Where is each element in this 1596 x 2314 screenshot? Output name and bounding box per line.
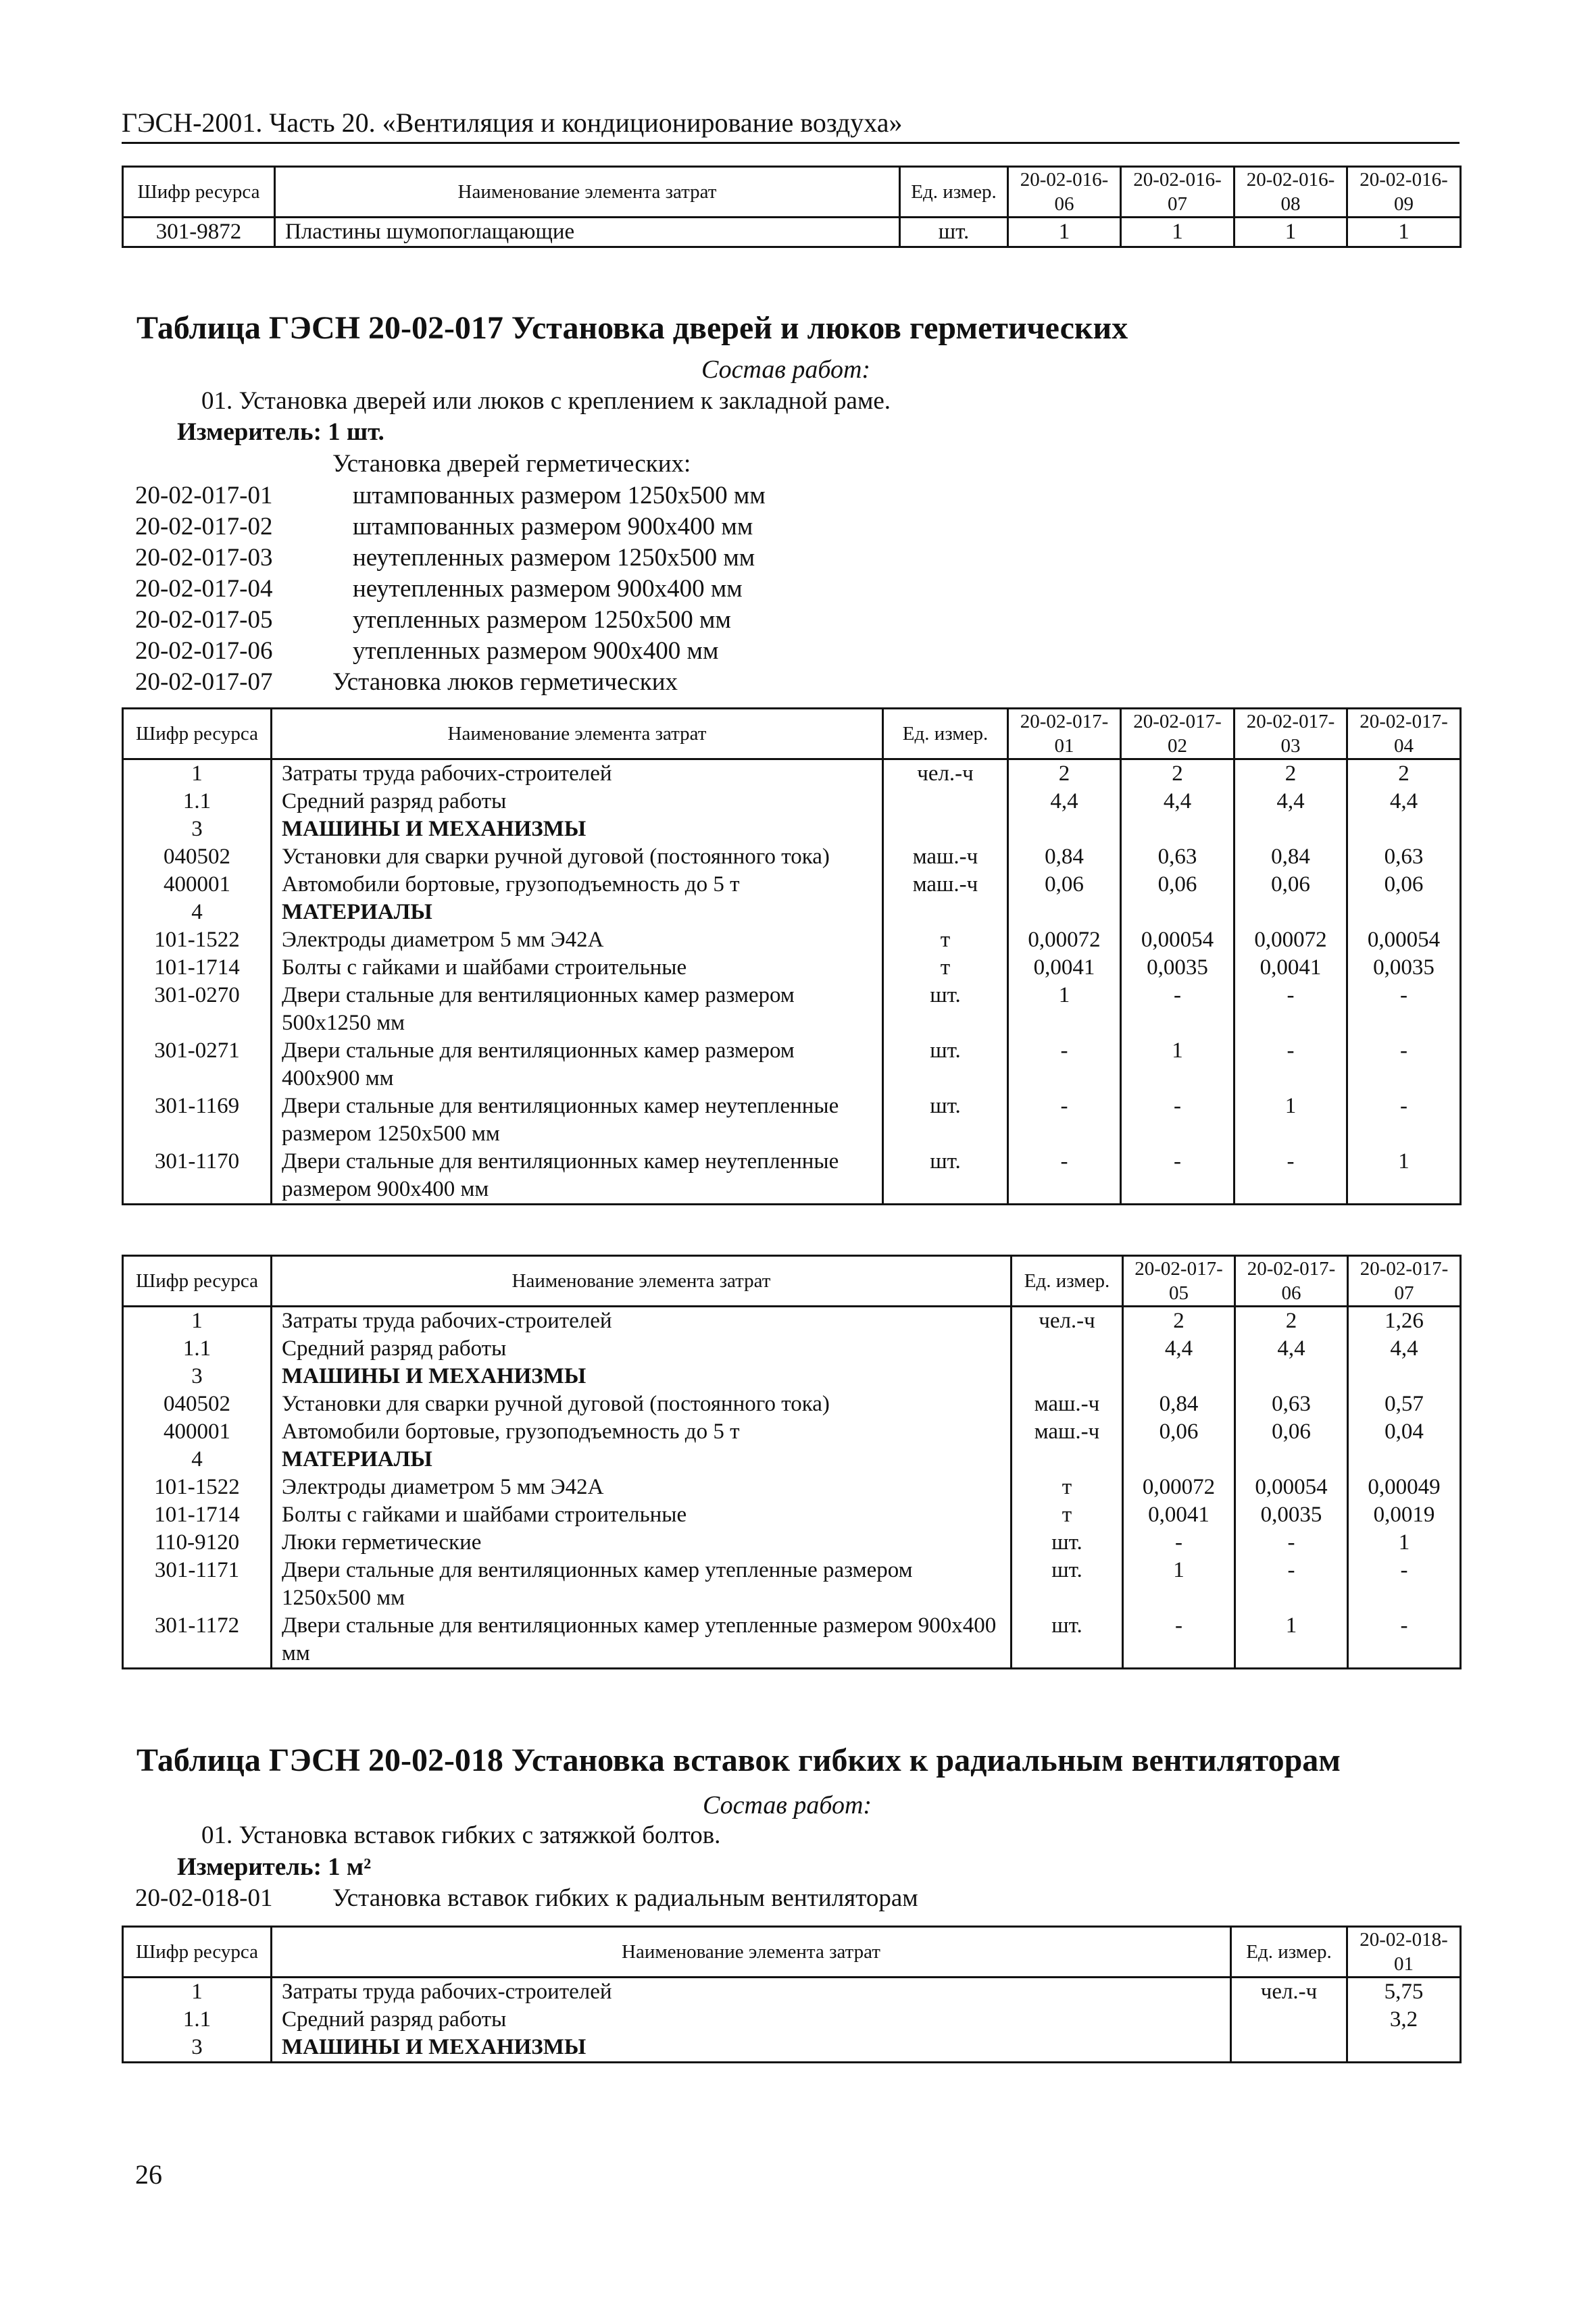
row-name: МАТЕРИАЛЫ xyxy=(272,1446,1012,1474)
table-row xyxy=(123,1148,1461,1205)
col-header-code: Шифр ресурса xyxy=(123,167,275,218)
row-value xyxy=(1348,1446,1461,1474)
row-name: Двери стальные для вентиляционных камер неутепленные размером 1250х500 мм xyxy=(272,1092,883,1148)
row-code: 101-1714 xyxy=(123,1501,272,1529)
item-text: штампованных размером 1250х500 мм xyxy=(353,482,766,509)
row-value: 0,84 xyxy=(1008,843,1121,871)
row-value: - xyxy=(1123,1612,1235,1669)
row-value: - xyxy=(1121,982,1235,1037)
row-value: 0,0019 xyxy=(1348,1501,1461,1529)
row-value: 3,2 xyxy=(1347,2006,1461,2034)
col-header-norm: 20-02-017-04 xyxy=(1347,709,1461,759)
row-unit xyxy=(1231,2006,1347,2034)
row-unit xyxy=(883,815,1008,843)
row-unit: т xyxy=(1012,1501,1123,1529)
row-value: 0,06 xyxy=(1235,1418,1348,1446)
item-code: 20-02-018-01 xyxy=(135,1884,273,1912)
item-code: 20-02-017-06 xyxy=(135,637,273,665)
row-name: Электроды диаметром 5 мм Э42А xyxy=(272,1474,1012,1501)
table-row xyxy=(123,759,1461,788)
row-value: 1 xyxy=(1008,982,1121,1037)
row-value: - xyxy=(1121,1148,1235,1205)
row-value: - xyxy=(1235,1529,1348,1557)
row-value xyxy=(1348,1363,1461,1390)
row-value: 0,0041 xyxy=(1008,954,1121,982)
row-value: 0,0035 xyxy=(1121,954,1235,982)
table-row xyxy=(123,1390,1461,1418)
row-name: Пластины шумопоглащающие xyxy=(275,218,900,247)
item-text: неутепленных размером 900х400 мм xyxy=(353,575,743,603)
row-code: 101-1714 xyxy=(123,954,272,982)
row-value: - xyxy=(1123,1529,1235,1557)
row-unit: т xyxy=(883,954,1008,982)
table-row xyxy=(123,982,1461,1037)
row-value: 1 xyxy=(1347,1148,1461,1205)
row-code: 3 xyxy=(123,815,272,843)
page-number: 26 xyxy=(135,2159,162,2190)
row-value xyxy=(1121,815,1235,843)
col-header-norm: 20-02-017-06 xyxy=(1235,1256,1348,1307)
row-value: 4,4 xyxy=(1235,788,1347,815)
row-name: МАШИНЫ И МЕХАНИЗМЫ xyxy=(272,2034,1231,2063)
item-code: 20-02-017-04 xyxy=(135,575,273,603)
col-header-norm: 20-02-018-01 xyxy=(1347,1927,1461,1978)
row-unit: шт. xyxy=(883,1148,1008,1205)
row-value: - xyxy=(1235,1037,1347,1092)
col-header-norm: 20-02-017-07 xyxy=(1348,1256,1461,1307)
row-value: 5,75 xyxy=(1347,1978,1461,2007)
section-018-meter: Измеритель: 1 м² xyxy=(177,1853,372,1881)
row-value xyxy=(1123,1446,1235,1474)
row-value: - xyxy=(1235,1557,1348,1612)
row-value: - xyxy=(1121,1092,1235,1148)
row-value: 1 xyxy=(1123,1557,1235,1612)
row-unit xyxy=(883,788,1008,815)
row-unit xyxy=(1231,2034,1347,2063)
row-name: Затраты труда рабочих-строителей xyxy=(272,1978,1231,2007)
row-name: МАШИНЫ И МЕХАНИЗМЫ xyxy=(272,1363,1012,1390)
row-name: Двери стальные для вентиляционных камер размером 500х1250 мм xyxy=(272,982,883,1037)
col-header-code: Шифр ресурса xyxy=(123,1256,272,1307)
table-row xyxy=(123,1557,1461,1612)
row-value: 0,63 xyxy=(1121,843,1235,871)
row-code: 101-1522 xyxy=(123,1474,272,1501)
table-row xyxy=(123,954,1461,982)
table-row xyxy=(123,843,1461,871)
item-code: 20-02-017-01 xyxy=(135,482,273,509)
row-code: 040502 xyxy=(123,843,272,871)
section-018-work: 01. Установка вставок гибких с затяжкой болтов. xyxy=(201,1821,721,1849)
row-unit: шт. xyxy=(883,1092,1008,1148)
item-code: 20-02-017-02 xyxy=(135,513,273,540)
table-row xyxy=(123,926,1461,954)
col-header-unit: Ед. измер. xyxy=(1231,1927,1347,1978)
row-name: Средний разряд работы xyxy=(272,2006,1231,2034)
row-value: 1 xyxy=(1235,218,1347,247)
row-value: 4,4 xyxy=(1235,1335,1348,1363)
col-header-unit: Ед. измер. xyxy=(883,709,1008,759)
row-value: 0,06 xyxy=(1123,1418,1235,1446)
row-unit xyxy=(1012,1335,1123,1363)
row-name: Электроды диаметром 5 мм Э42А xyxy=(272,926,883,954)
row-code: 1.1 xyxy=(123,1335,272,1363)
row-value: 1 xyxy=(1008,218,1121,247)
row-value xyxy=(1008,899,1121,926)
table-row xyxy=(123,1529,1461,1557)
section-017-composition-label: Состав работ: xyxy=(701,355,871,384)
row-name: Двери стальные для вентиляционных камер утепленные размером 900х400 мм xyxy=(272,1612,1012,1669)
col-header-norm: 20-02-016-07 xyxy=(1121,167,1235,218)
table-017-a xyxy=(122,707,1462,1205)
header-rule xyxy=(122,142,1460,144)
table-row xyxy=(123,871,1461,899)
col-header-unit: Ед. измер. xyxy=(1012,1256,1123,1307)
row-value: - xyxy=(1348,1612,1461,1669)
row-code: 101-1522 xyxy=(123,926,272,954)
row-name: Болты с гайками и шайбами строительные xyxy=(272,1501,1012,1529)
row-name: Автомобили бортовые, грузоподъемность до 5 т xyxy=(272,871,883,899)
row-unit: чел.-ч xyxy=(883,759,1008,788)
item-text: утепленных размером 1250х500 мм xyxy=(353,606,731,634)
col-header-norm: 20-02-017-03 xyxy=(1235,709,1347,759)
item-text: утепленных размером 900х400 мм xyxy=(353,637,719,665)
row-name: Средний разряд работы xyxy=(272,1335,1012,1363)
row-code: 301-1172 xyxy=(123,1612,272,1669)
row-name: МАШИНЫ И МЕХАНИЗМЫ xyxy=(272,815,883,843)
row-code: 3 xyxy=(123,1363,272,1390)
col-header-unit: Ед. измер. xyxy=(900,167,1008,218)
row-value: 0,06 xyxy=(1008,871,1121,899)
row-unit: маш.-ч xyxy=(1012,1390,1123,1418)
table-018 xyxy=(122,1926,1462,2063)
row-code: 301-9872 xyxy=(123,218,275,247)
row-value: 1 xyxy=(1121,1037,1235,1092)
row-value: 0,00054 xyxy=(1235,1474,1348,1501)
row-value: - xyxy=(1235,982,1347,1037)
row-code: 4 xyxy=(123,1446,272,1474)
row-code: 301-0270 xyxy=(123,982,272,1037)
col-header-name: Наименование элемента затрат xyxy=(272,1927,1231,1978)
table-row xyxy=(123,1612,1461,1669)
row-unit: маш.-ч xyxy=(883,871,1008,899)
row-value: - xyxy=(1235,1148,1347,1205)
row-value: - xyxy=(1008,1037,1121,1092)
table-row xyxy=(123,2006,1461,2034)
row-value xyxy=(1123,1363,1235,1390)
table-row xyxy=(123,2034,1461,2063)
row-unit: шт. xyxy=(883,1037,1008,1092)
row-unit: чел.-ч xyxy=(1012,1307,1123,1336)
row-unit: маш.-ч xyxy=(883,843,1008,871)
row-value: 0,00072 xyxy=(1235,926,1347,954)
item-text: Установка вставок гибких к радиальным вентиляторам xyxy=(332,1884,918,1912)
row-code: 1 xyxy=(123,759,272,788)
row-value: 1 xyxy=(1235,1092,1347,1148)
table-row xyxy=(123,1501,1461,1529)
row-code: 301-1171 xyxy=(123,1557,272,1612)
row-name: Двери стальные для вентиляционных камер неутепленные размером 900х400 мм xyxy=(272,1148,883,1205)
item-text: штампованных размером 900х400 мм xyxy=(353,513,753,540)
row-code: 110-9120 xyxy=(123,1529,272,1557)
row-unit: чел.-ч xyxy=(1231,1978,1347,2007)
table-row xyxy=(123,1363,1461,1390)
row-code: 4 xyxy=(123,899,272,926)
row-value: 4,4 xyxy=(1347,788,1461,815)
row-value: 2 xyxy=(1235,1307,1348,1336)
col-header-norm: 20-02-017-05 xyxy=(1123,1256,1235,1307)
table-row xyxy=(123,1037,1461,1092)
row-value: 1 xyxy=(1235,1612,1348,1669)
section-018-title: Таблица ГЭСН 20-02-018 Установка вставок гибких к радиальным вентиляторам xyxy=(136,1742,1341,1778)
row-value xyxy=(1008,815,1121,843)
table-row xyxy=(123,899,1461,926)
row-name: Болты с гайками и шайбами строительные xyxy=(272,954,883,982)
row-code: 1.1 xyxy=(123,2006,272,2034)
row-value xyxy=(1347,2034,1461,2063)
row-code: 301-1170 xyxy=(123,1148,272,1205)
section-017-title: Таблица ГЭСН 20-02-017 Установка дверей и люков герметических xyxy=(136,310,1128,346)
row-code: 1 xyxy=(123,1307,272,1336)
row-unit: т xyxy=(883,926,1008,954)
row-name: Установки для сварки ручной дуговой (постоянного тока) xyxy=(272,843,883,871)
row-value: 2 xyxy=(1121,759,1235,788)
row-value: 4,4 xyxy=(1121,788,1235,815)
row-value: - xyxy=(1347,1092,1461,1148)
row-code: 400001 xyxy=(123,871,272,899)
table-header-row xyxy=(123,1256,1461,1307)
table-016 xyxy=(122,166,1462,248)
row-value: 1 xyxy=(1348,1529,1461,1557)
row-value: 0,06 xyxy=(1121,871,1235,899)
row-value: 0,04 xyxy=(1348,1418,1461,1446)
col-header-norm: 20-02-017-02 xyxy=(1121,709,1235,759)
table-row xyxy=(123,218,1461,247)
row-value xyxy=(1235,899,1347,926)
row-value: 0,0041 xyxy=(1235,954,1347,982)
row-value: 0,63 xyxy=(1235,1390,1348,1418)
row-value: 2 xyxy=(1008,759,1121,788)
item-text: неутепленных размером 1250х500 мм xyxy=(353,544,755,572)
row-value: 0,0041 xyxy=(1123,1501,1235,1529)
row-value: - xyxy=(1008,1092,1121,1148)
row-value: 0,84 xyxy=(1235,843,1347,871)
table-row xyxy=(123,1418,1461,1446)
row-value: 0,57 xyxy=(1348,1390,1461,1418)
row-value: 0,06 xyxy=(1347,871,1461,899)
row-unit: шт. xyxy=(1012,1529,1123,1557)
row-unit xyxy=(1012,1446,1123,1474)
col-header-norm: 20-02-016-08 xyxy=(1235,167,1347,218)
row-unit: шт. xyxy=(1012,1557,1123,1612)
table-row xyxy=(123,1307,1461,1336)
col-header-name: Наименование элемента затрат xyxy=(275,167,900,218)
table-row xyxy=(123,1978,1461,2007)
row-name: Затраты труда рабочих-строителей xyxy=(272,1307,1012,1336)
row-value: 0,00054 xyxy=(1347,926,1461,954)
row-value: 4,4 xyxy=(1123,1335,1235,1363)
row-name: Затраты труда рабочих-строителей xyxy=(272,759,883,788)
col-header-norm: 20-02-017-01 xyxy=(1008,709,1121,759)
row-name: Автомобили бортовые, грузоподъемность до 5 т xyxy=(272,1418,1012,1446)
row-value xyxy=(1235,1363,1348,1390)
item-code: 20-02-017-05 xyxy=(135,606,273,634)
row-value: 1,26 xyxy=(1348,1307,1461,1336)
section-018-composition-label: Состав работ: xyxy=(703,1791,872,1819)
table-header-row xyxy=(123,709,1461,759)
col-header-name: Наименование элемента затрат xyxy=(272,709,883,759)
section-017-meter: Измеритель: 1 шт. xyxy=(177,418,384,446)
row-value: 0,06 xyxy=(1235,871,1347,899)
row-name: Двери стальные для вентиляционных камер размером 400х900 мм xyxy=(272,1037,883,1092)
section-017-group-title: Установка дверей герметических: xyxy=(332,450,691,478)
col-header-code: Шифр ресурса xyxy=(123,1927,272,1978)
row-value: - xyxy=(1348,1557,1461,1612)
col-header-norm: 20-02-016-06 xyxy=(1008,167,1121,218)
row-value: 1 xyxy=(1121,218,1235,247)
row-name: Средний разряд работы xyxy=(272,788,883,815)
row-value: 4,4 xyxy=(1008,788,1121,815)
table-row xyxy=(123,1092,1461,1148)
row-code: 301-1169 xyxy=(123,1092,272,1148)
row-value: - xyxy=(1347,982,1461,1037)
section-017-work: 01. Установка дверей или люков с креплением к закладной раме. xyxy=(201,387,891,415)
table-row xyxy=(123,1446,1461,1474)
table-row xyxy=(123,815,1461,843)
row-code: 400001 xyxy=(123,1418,272,1446)
row-code: 1 xyxy=(123,1978,272,2007)
item-text: Установка люков герметических xyxy=(332,668,678,696)
row-value xyxy=(1121,899,1235,926)
row-unit xyxy=(883,899,1008,926)
row-name: МАТЕРИАЛЫ xyxy=(272,899,883,926)
row-name: Люки герметические xyxy=(272,1529,1012,1557)
table-row xyxy=(123,788,1461,815)
row-unit: маш.-ч xyxy=(1012,1418,1123,1446)
item-code: 20-02-017-07 xyxy=(135,668,273,696)
table-header-row xyxy=(123,1927,1461,1978)
row-code: 3 xyxy=(123,2034,272,2063)
row-unit: шт. xyxy=(883,982,1008,1037)
table-row xyxy=(123,1474,1461,1501)
row-value xyxy=(1235,1446,1348,1474)
row-value: 0,0035 xyxy=(1347,954,1461,982)
col-header-code: Шифр ресурса xyxy=(123,709,272,759)
row-value: - xyxy=(1347,1037,1461,1092)
col-header-name: Наименование элемента затрат xyxy=(272,1256,1012,1307)
row-code: 301-0271 xyxy=(123,1037,272,1092)
item-code: 20-02-017-03 xyxy=(135,544,273,572)
row-unit: т xyxy=(1012,1474,1123,1501)
row-value: - xyxy=(1008,1148,1121,1205)
row-value: 2 xyxy=(1347,759,1461,788)
table-017-b xyxy=(122,1255,1462,1669)
col-header-norm: 20-02-016-09 xyxy=(1347,167,1461,218)
row-value xyxy=(1347,815,1461,843)
row-value: 0,0035 xyxy=(1235,1501,1348,1529)
row-value: 4,4 xyxy=(1348,1335,1461,1363)
row-value: 0,00072 xyxy=(1123,1474,1235,1501)
row-value: 0,84 xyxy=(1123,1390,1235,1418)
row-name: Установки для сварки ручной дуговой (постоянного тока) xyxy=(272,1390,1012,1418)
row-unit: шт. xyxy=(900,218,1008,247)
row-code: 040502 xyxy=(123,1390,272,1418)
table-row xyxy=(123,1335,1461,1363)
row-value xyxy=(1347,899,1461,926)
row-name: Двери стальные для вентиляционных камер утепленные размером 1250х500 мм xyxy=(272,1557,1012,1612)
row-value xyxy=(1235,815,1347,843)
row-value: 2 xyxy=(1123,1307,1235,1336)
page-header-title: ГЭСН-2001. Часть 20. «Вентиляция и кондиционирование воздуха» xyxy=(122,107,903,138)
row-value: 0,00072 xyxy=(1008,926,1121,954)
row-unit: шт. xyxy=(1012,1612,1123,1669)
row-code: 1.1 xyxy=(123,788,272,815)
row-value: 0,00049 xyxy=(1348,1474,1461,1501)
row-value: 1 xyxy=(1347,218,1461,247)
row-value: 2 xyxy=(1235,759,1347,788)
table-header-row xyxy=(123,167,1461,218)
row-unit xyxy=(1012,1363,1123,1390)
row-value: 0,00054 xyxy=(1121,926,1235,954)
row-value: 0,63 xyxy=(1347,843,1461,871)
